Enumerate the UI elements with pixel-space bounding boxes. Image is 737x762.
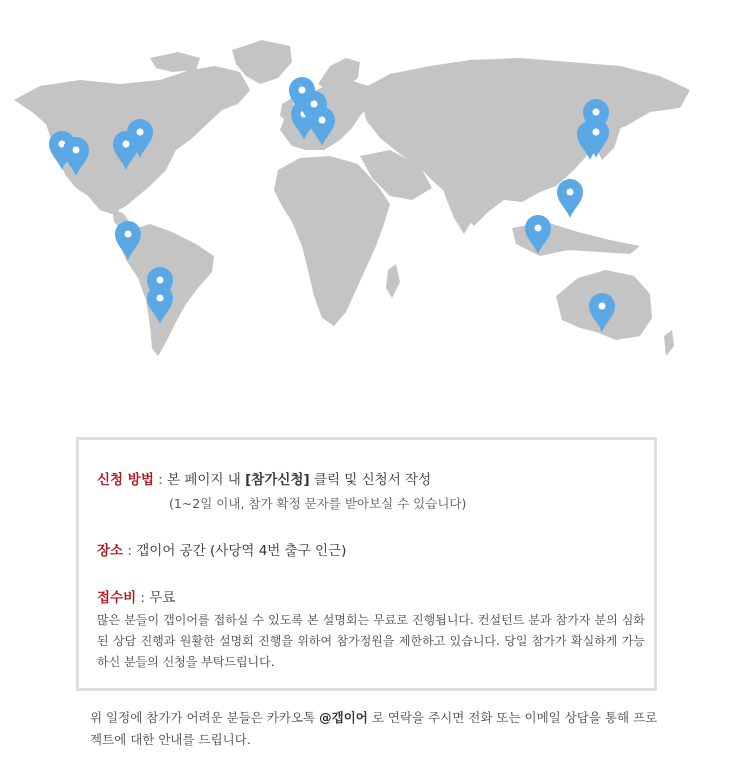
continent-new-zealand [664, 330, 674, 356]
fee-row [97, 588, 175, 608]
continent-arctic-islands [150, 52, 200, 72]
method-sub: (1~2일 이내, 참가 확정 문자를 받아보실 수 있습니다) [169, 496, 467, 511]
continent-africa [274, 156, 390, 326]
method-text-before: 본 페이지 내 [167, 472, 246, 488]
footer-kakao-id: @갭이어 [319, 710, 368, 725]
method-text-strong: [참가신청] [245, 472, 310, 488]
fee-description: 많은 분들이 갭이어를 접하실 수 있도록 본 설명회는 무료로 진행됩니다. 컨설턴트 분과 참가자 분의 심화된 상담 진행과 원활한 설명회 진행을 위하여 참가정원을 제한하고 있습니다. 당일 참가가 확실하게 가능하신 분들의 신청을 부탁드립니다. [97, 613, 645, 669]
place-label: 장소 [97, 543, 124, 559]
method-label: 신청 방법 [97, 472, 154, 488]
continent-madagascar [386, 264, 400, 298]
fee-text: 무료 [149, 590, 176, 606]
place-row [97, 541, 346, 561]
place-colon: : [127, 543, 132, 559]
method-row [97, 470, 431, 490]
footer-before: 위 일정에 참가가 어려운 분들은 카카오톡 [90, 710, 320, 725]
fee-label: 접수비 [97, 590, 137, 606]
footer-note [90, 707, 660, 751]
method-colon: : [158, 472, 163, 488]
fee-colon: : [140, 590, 145, 606]
map-marker-icon [557, 179, 583, 218]
info-box [76, 437, 657, 691]
footer-after: 로 연락을 주시면 전화 또는 이메일 상담을 통해 프로젝트에 대한 안내를 드립니다. [90, 710, 658, 747]
place-text: 갭이어 공간 (사당역 4번 출구 인근) [136, 543, 347, 559]
method-text-after: 클릭 및 신청서 작성 [309, 472, 432, 488]
continent-asia [360, 58, 690, 226]
